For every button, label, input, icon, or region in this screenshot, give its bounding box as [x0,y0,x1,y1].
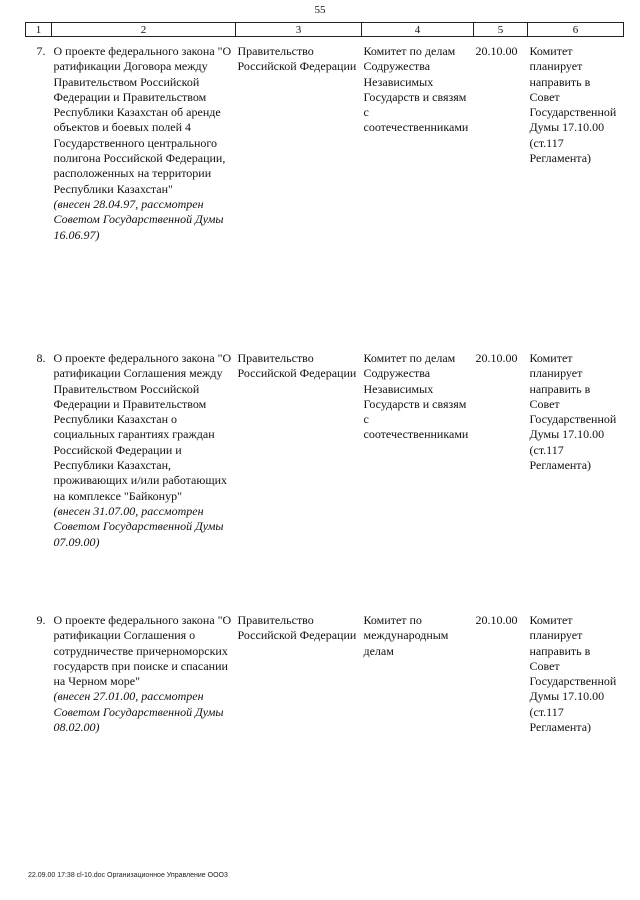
column-number-row [26,23,624,37]
column-number: 2 [52,23,236,37]
bill-cell [52,37,236,345]
bill-cell [52,606,236,823]
column-number: 3 [236,23,362,37]
bill-note: (внесен 28.04.97, рассмотрен Советом Государственной Думы 16.06.97) [53,196,224,242]
author-cell: Правительство Российской Федерации [237,351,357,381]
bill-title: О проекте федерального закона "О ратификации Соглашения между Правительством Российской Федерации и Правительством Республики Казахстан о социальных гарантиях граждан Российской Федерации и Республики Казахстан, проживающих и/или работающих на комплексе "Байконур" [53,351,232,503]
date-cell: 20.10.00 [475,351,518,365]
column-number: 6 [528,23,624,37]
bill-note: (внесен 31.07.00, рассмотрен Советом Государственной Думы 07.09.00) [53,503,224,549]
bill-cell [52,344,236,606]
remark-cell: Комитет планирует направить в Совет Государственной Думы 17.10.00 (ст.117 Регламента) [529,44,617,166]
bill-title: О проекте федерального закона "О ратификации Соглашения о сотрудничестве причерноморских государств при поиске и спасании на Черном море" [53,613,232,689]
row-number: 8. [36,351,46,365]
committee-cell: Комитет по делам Содружества Независимых Государств и связям с соотечественниками [363,44,469,135]
bill-title: О проекте федерального закона "О ратификации Договора между Правительством Российской Федерации и Правительством Республики Казахстан об аренде объектов и боевых полей 4 Государственного центрального полигона Российской Федерации, расположенных на территории Республики Казахстан" [53,44,232,196]
date-cell: 20.10.00 [475,44,518,58]
document-footer: 22.09.00 17:38 cl-10.doc Организационное Управление ООО3 [28,872,228,879]
date-cell: 20.10.00 [475,613,518,627]
column-number: 1 [26,23,52,37]
committee-cell: Комитет по международным делам [363,613,449,658]
agenda-table [25,22,624,823]
row-number: 7. [36,44,46,58]
row-number: 9. [36,613,46,627]
table-row [26,37,624,345]
column-number: 4 [362,23,474,37]
author-cell: Правительство Российской Федерации [237,613,357,643]
column-number: 5 [474,23,528,37]
bill-note: (внесен 27.01.00, рассмотрен Советом Государственной Думы 08.02.00) [53,689,224,735]
table-row [26,344,624,606]
table-row [26,606,624,823]
remark-cell: Комитет планирует направить в Совет Государственной Думы 17.10.00 (ст.117 Регламента) [529,351,617,473]
author-cell: Правительство Российской Федерации [237,44,357,74]
remark-cell: Комитет планирует направить в Совет Государственной Думы 17.10.00 (ст.117 Регламента) [529,613,617,735]
committee-cell: Комитет по делам Содружества Независимых Государств и связям с соотечественниками [363,351,469,442]
page-number: 55 [314,4,326,16]
